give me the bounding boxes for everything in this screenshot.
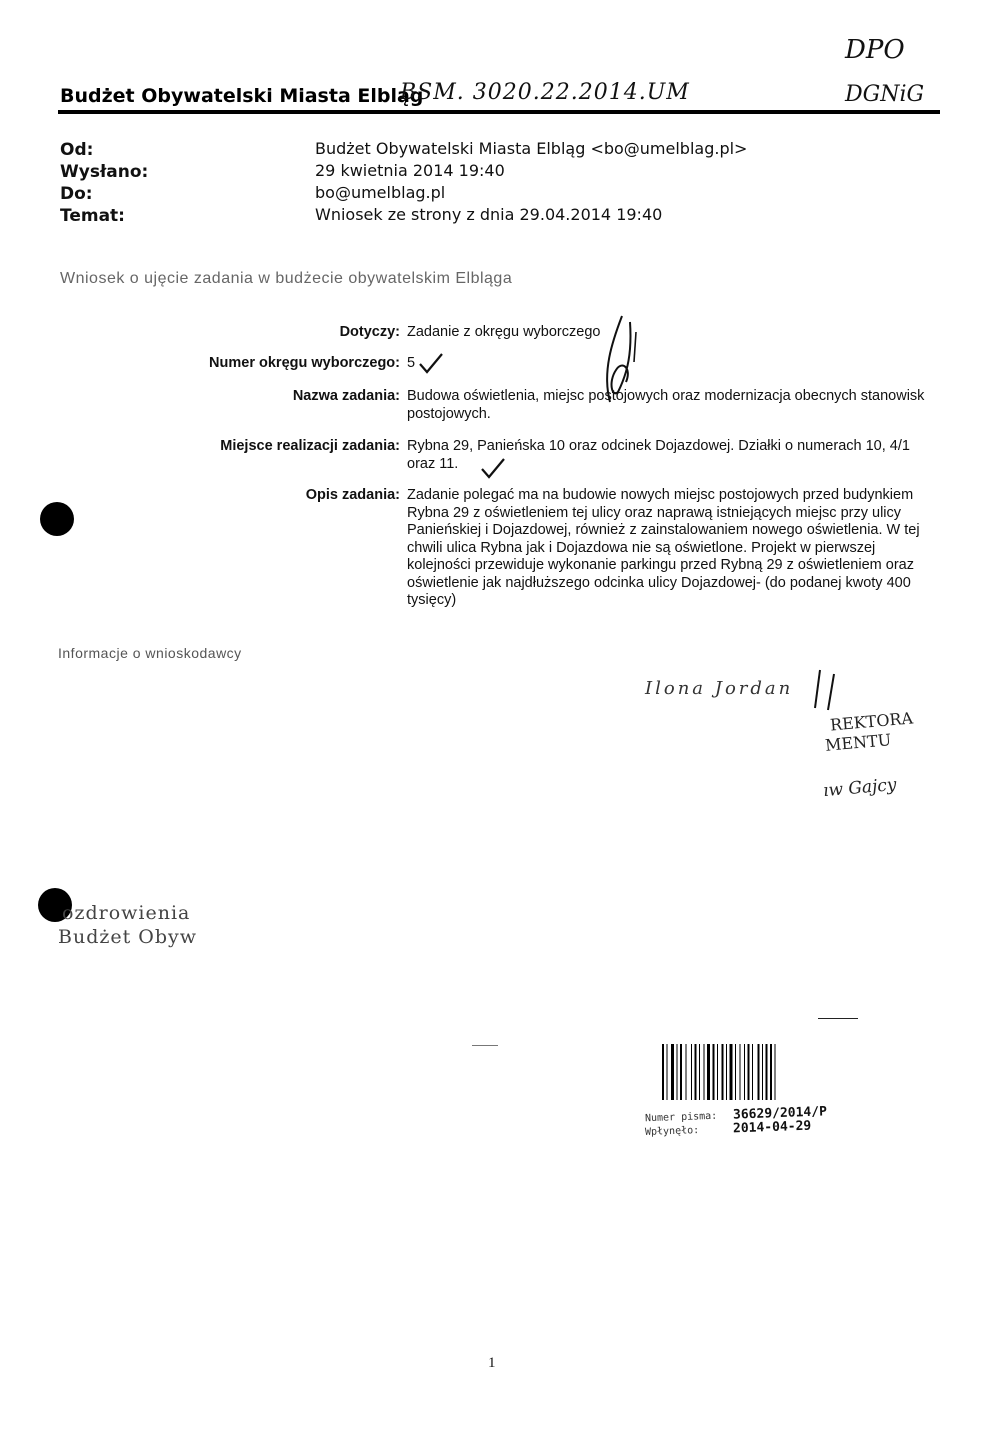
signature-stroke-icon [812, 668, 842, 712]
document-title: Budżet Obywatelski Miasta Elbląg [60, 85, 424, 107]
handwritten-corner-bottom: DGNiG [845, 82, 925, 107]
field-value-location: Rybna 29, Panieńska 10 oraz odcinek Dojazdowej. Działki o numerach 10, 4/1 oraz 11. [407, 438, 910, 472]
form-heading: Wniosek o ujęcie zadania w budżecie obywatelskim Elbląga [60, 270, 513, 287]
meta-label-sent: Wysłano: [60, 162, 149, 182]
page-number: 1 [488, 1355, 496, 1371]
stamp-fragment-line-1: ozdrowienia [62, 902, 191, 924]
divider-mark [818, 1018, 858, 1019]
stamp-line-2: MENTU [824, 730, 892, 755]
punch-hole-icon [40, 502, 74, 536]
field-label-description: Opis zadania: [305, 487, 400, 503]
registry-number-value: 36629/2014/P [732, 1104, 828, 1123]
divider-mark [472, 1045, 498, 1046]
field-label-location: Miejsce realizacji zadania: [220, 438, 400, 454]
barcode-icon [662, 1044, 837, 1100]
field-value-task-name: Budowa oświetlenia, miejsc postojowych oraz modernizacja obecnych stanowisk postojowych. [407, 388, 925, 422]
field-label-task-name: Nazwa zadania: [292, 388, 400, 404]
meta-value-subject: Wniosek ze strony z dnia 29.04.2014 19:40 [315, 205, 663, 224]
handwritten-signature: Ilona Jordan [645, 678, 794, 699]
handwritten-corner-top: DPO [845, 35, 905, 65]
signature-scribble-icon [592, 312, 644, 408]
meta-label-from: Od: [60, 140, 94, 160]
meta-value-from: Budżet Obywatelski Miasta Elbląg <bo@umelblag.pl> [315, 139, 748, 158]
field-value-district: 5 [407, 355, 416, 371]
registry-number-label: Numer pisma: [644, 1110, 718, 1125]
handwritten-reference: BSM. 3020.22.2014.UM [400, 80, 690, 105]
registry-date-value: 2014-04-29 [732, 1118, 812, 1137]
stamp-line-3: ıw Gajcy [822, 774, 898, 802]
checkmark-icon [418, 352, 444, 374]
meta-value-sent: 29 kwietnia 2014 19:40 [315, 161, 505, 180]
checkmark-icon [480, 457, 506, 479]
field-label-dotyczy: Dotyczy: [339, 324, 400, 340]
registry-date-label: Wpłynęło: [644, 1125, 700, 1138]
meta-label-to: Do: [60, 184, 93, 204]
field-value-description: Zadanie polegać ma na budowie nowych miejsc postojowych przed budynkiem Rybna 29 z oświetleniem tej ulicy oraz naprawą istniejących miejsc przy ulicy Panieńskiej i Dojazdowej, również z zainstalowaniem nowego oświetlenia. W tej chwili ulica Rybna jak i Dojazdowa nie są oświetlone. Projekt w pierwszej kolejności przewiduje wykonanie parkingu przed Rybną 29 z oświetleniem oraz oświetlenie jak najdłuższego odcinka ulicy Dojazdowej- (do podanej kwoty 400 tysięcy) [407, 487, 920, 608]
stamp-fragment-line-2: Budżet Obyw [58, 926, 198, 948]
field-label-district: Numer okręgu wyborczego: [209, 355, 400, 371]
meta-label-subject: Temat: [60, 206, 125, 226]
applicant-heading: Informacje o wnioskodawcy [58, 645, 242, 661]
meta-value-to: bo@umelblag.pl [315, 183, 446, 202]
field-value-dotyczy: Zadanie z okręgu wyborczego [407, 324, 601, 340]
stamp-line-1: REKTORA [829, 708, 914, 735]
header-rule [58, 110, 940, 114]
